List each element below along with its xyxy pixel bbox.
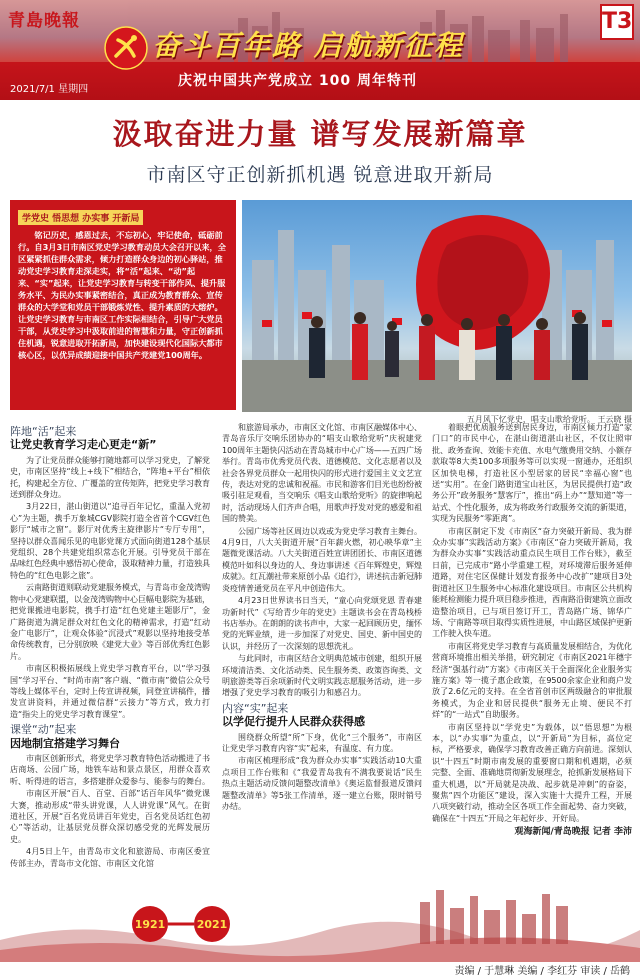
paragraph: 和旅游局承办，市南区文化馆、市南区融媒体中心、青岛音乐厅交响乐团协办的“唱支山歌给党听”庆祝建党100周年主题快闪活动在青岛城市中心广场——五四广场举行。青岛市优秀党员代表、道德模范、文化志愿者以及社会各界党员群众一起用快闪的形式进行爱国主义文艺宣传，表达对党的忠诚和祝福。市民和游客们目光也纷纷被吸引驻足观看，当交响乐《唱支山歌给党听》的旋律响起时，活动现场人们齐声合唱，用歌声抒发对党的感爱和祖国的赞美。 [222,423,422,524]
paragraph: 云南路街道则联动党建服务模式，与青岛市金茂湾购物中心党建联盟，以金茂湾购物中心巨幅电影院为基础，把党课搬进电影院，携手打造“红色党建主题影厅”，金广路街道为满足群众对红色文化的精神需求，打造“红动金广电影厅”，让观众体验“沉浸式”观影以坚持地接受革命传统教育，已分别放映《建党大业》等百部优秀红色影片。 [10,583,210,661]
section-subtitle: 因地制宜搭建学习舞台 [10,736,120,750]
section-title: 阵地“活”起来 [10,425,77,438]
paragraph: 围绕群众所望“所”下身，优化“三个服务”，市南区让党史学习教育内容“实”起来，有温度、有力度。 [222,732,422,753]
section-title: 课堂“动”起来 [10,723,77,737]
column-3 [432,422,632,839]
news-photo [242,200,632,412]
special-issue-title: 庆祝中国共产党成立 100 周年特刊 [178,73,417,89]
paragraph: 市南区开展“百人、百堂、百部”话百年风华”微党课大赛，推动形成“带头讲党课，人人讲党课”风气。在街道社区，开展“百名党员讲百年党史，百名党员话红色初心”等活动，让基层党员群众深切感受党的光辉发展历史。 [10,789,210,844]
paragraph: 市南区积极拓展线上党史学习教育平台，以“学习强国”学习平台、“时尚市南”客户端、“微市南”微信公众号等线上媒体平台，定时上传宣讲视频，同登宣讲稿件，播发宣讲资料，并通过微信群“云接力”等方式，致力打造“指尖上的党史学习教育课堂”。 [10,664,210,719]
sub-headline: 市南区守正创新抓机遇 锐意进取开新局 [146,164,494,186]
section-title: 内容“实”起来 [222,701,289,715]
section-subtitle: 让党史教育学习走心更走“新” [10,438,157,452]
masthead-banner [0,0,640,100]
intro-text: 铭记历史，感恩过去，不忘初心，牢记使命，砥砺前行。自3月3日市南区党史学习教育动员大会召开以来，全区紧紧抓住群众需求，倾力打造群众身边的初心驿站，推动党史学习教育走深走实，将“活”起来、“动”起来、“实”起来，让党史学习教育与转变干部作风、提升服务水平、为民办实事紧密结合，真正成为教育群众、宣传群众的大学堂和党员干部锻炼党性、提升素质的大熔炉。让党史学习教育与市南区工作实际相结合，引导广大党员干部，从党史学习中汲取前进的智慧和力量，守正创新抓住机遇，锐意进取开拓新局，加快建设现代化国际大都市核心区，以优异成绩迎接中国共产党建党100周年。 [18,230,226,360]
paragraph: 4月23日世界读书日当天，“童心向党颂党恩 青春建功新时代”《写给青少年的党史》主题读书会在青岛栈桥书店举办。在朗朗的读书声中，大家一起回顾历史，缅怀党的光辉业绩，进一步加深了对党史、国史、新中国史的认识，并经历了一次深刻的思想洗礼。 [222,596,422,651]
paragraph: 着眼把优质服务送到居民身边，市南区倾力打造“家门口”的市民中心，在湛山街道湛山社区，不仅让照审批、政务查询、效能卡充值、水电气缴费用交纳、小额存款取等8大类100多项服务等可以实现一窗通办，还组织区加快电梯，打造社区小型居家的居民“幸福心窗”也送“实用”。在金门路街道宝山社区，为居民提供打造“政务公开”政务服务“慧客厅”，推出“码上办”“慧知道”等一站式、个性化服务，成为将政务行政服务交流的新渠道，实现为民服务“零距离”。 [432,423,632,524]
editor-credits: 责编 / 于慧琳 美编 / 李红芬 审读 / 岳鹤 [454,966,630,977]
byline: 观海新闻/青岛晚报 记者 李沛 [514,827,632,838]
year-right: 2021 [196,918,228,931]
paragraph: 市南区制定下发《市南区“奋力突破开新局、我为群众办实事”实践活动方案》《市南区“奋力突破开新局，我为群众办实事”实践活动重点民生项目工作台账》，截至日前，已完成市“路小学重建工程，对环境滞后服务延伸道路，对住宅区保健计划发育报务中心改扩”建项目3处街道社区卫生服务中心标准化建设项目。市南区公共机构能耗检测能力提升项目稳步推进，西南路沿街建筑立面改造整治项目，已与项目签订开工，青岛路广场、锦华广场、宁南路等项目取得实质性进展，中山路区域保护更新工作驶入快车道。 [432,526,632,639]
party-emblem-icon [104,26,148,70]
paragraph: 3月22日，湛山街道以“追寻百年记忆，重温入党初心”为主题，携手万象城CGV影院打造全省首个CGV红色影厅“城市之窗”。影厅对优秀主旋律影片“专厅专用”，坚持以群众喜闻乐见的电影党课方式面向街道128个基层党组织、28个共建党组织常态化开展。引导党员干部在品味红色经典中感悟初心使命，汲取精神力量，打造独具特色的“红色电影之旅”。 [10,502,210,580]
special-slogan: 奋斗百年路 启航新征程 [152,29,464,62]
photo-caption: 五月风下忆党史，唱支山歌给党听。 王云晓 摄 [466,415,632,424]
paragraph: 市南区创新形式，将党史学习教育特色活动搬进了书店商场、公园广场，地铁车站和景点景区，用群众喜欢听、听得进的语言，多搭建群众爱参与、能参与的舞台。 [10,753,210,786]
paragraph: 市南区将党史学习教育与高质量发展相结合，为优化营商环境推出相关举措，研究制定《市南区2021年穗宇经济“强基行动”方案》《市南区关于全面深化企业服务实施方案》等一揽子惠企政策，在9500余家企业和商户发放了2.6亿元的支持。在全省首创市区两级融合的审批服务模式，为企业和居民提供“服务无止境、便民不打烊”的“一站式”自助服务。 [432,641,632,720]
year-left: 1921 [134,918,166,931]
paragraph: 与此同时，市南区结合文明典范城市创建，组织开展环境清洁类、文化活动类、民生服务类、政策咨询类、文明旅游类等百余项新时代文明实践志愿服务活动，进一步增强了党史学习教育的吸引力和感召力。 [222,654,422,698]
column-2 [222,422,422,813]
paper-logo: 青島晚報 [8,11,80,31]
intro-box [10,200,236,410]
paragraph: 市南区坚持以“学党史”为载体，以“悟思想”为根本，以“办实事”为重点，以“开新局”为目标，高位定标，严格要求，确保学习教育改善正确方向前进。深刻认识“十四五”时期市南发展的重要窗口期和机遇期，必须完整、全面、准确地贯彻新发展理念，抢抓新发展格局下重大机遇，以“开局就是决战、起步就是冲刺”的奋姿，聚焦“四个功能区”建设，深入实施十大提升工程，开展八项突破行动，推动全区各项工作全面起势、奋力突破，确保在“十四五”开局之年起好步、开好局。 [432,722,632,823]
page-number: T3 [600,4,634,40]
footer-decoration [0,880,640,962]
intro-tag: 学党史 悟思想 办实事 开新局 [18,210,143,225]
section-subtitle: 以学促行提升人民群众获得感 [222,715,365,729]
column-1 [10,422,210,870]
paragraph: 市南区梳理形成“我为群众办实事”实践活动10大重点项目工作台账和《“我爱青岛我有不满我要说话”民生热点主题活动反馈问题整改清单》《奥运监督报道反馈问题整改清单》等5张工作清单，逐一建立台账，限时销号办结。 [222,756,422,811]
paragraph: 为了让党员群众能够打随地都可以学习党史，了解党史，市南区坚持“线上+线下”相结合，“阵地+平台”相依托，构建起全方位、广覆盖的宣传矩阵，把党史学习教育送到群众身边。 [10,455,210,500]
issue-date: 2021/7/1 星期四 [10,84,89,95]
main-headline: 汲取奋进力量 谱写发展新篇章 [112,117,528,151]
paragraph: 4月5日上午，由青岛市文化和旅游局、市南区委宣传部主办，青岛市文化馆、市南区文化馆 [10,847,210,868]
paragraph: 公园广场等社区周边以戏或为党史学习教育主舞台。4月9日，八大关街道开展“百年薪火燃，初心映华章”主题微党课活动。八大关街道百姓宣讲团团长、市南区道德模范叶如科以身边的人、身边事讲述《百年辉煌史，辉煌成就》。红瓦潮社带来原创小品《追行》，讲述抗击新冠肺炎疫情普通党员在平凡中创造伟大。 [222,526,422,593]
